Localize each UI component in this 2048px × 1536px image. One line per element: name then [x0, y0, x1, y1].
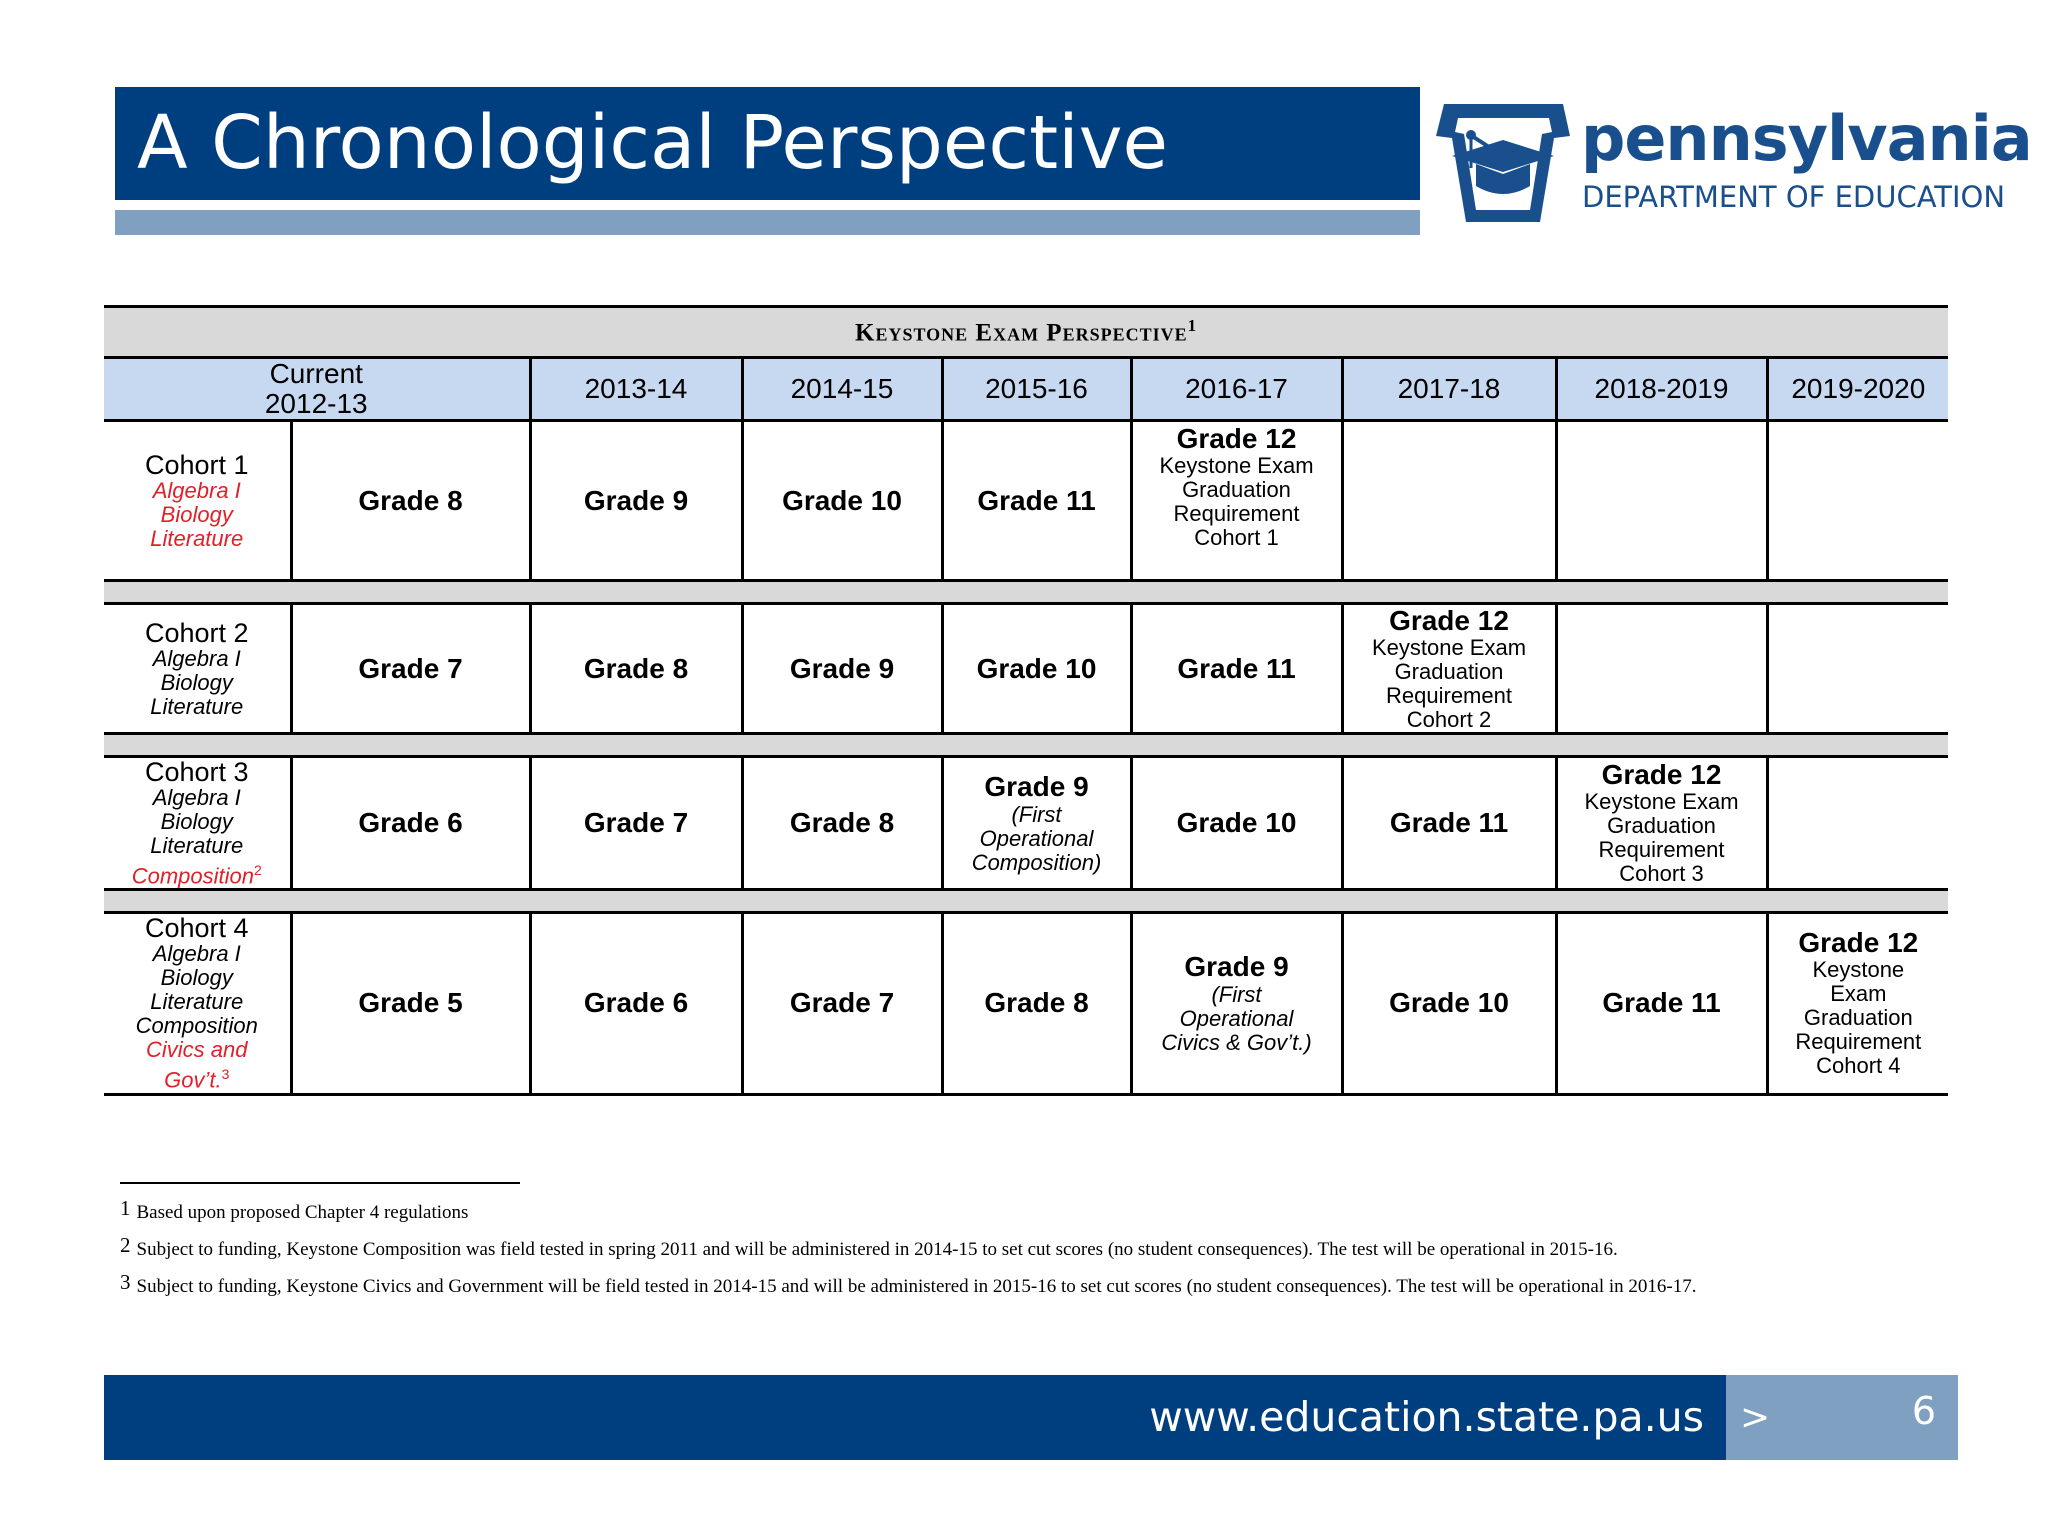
grade-cell: Grade 11 [1556, 913, 1767, 1094]
empty-cell [1342, 421, 1556, 581]
graduation-requirement-cell: Grade 12 Keystone Exam Graduation Requirement Cohort 2 [1342, 604, 1556, 734]
header-2019-2020: 2019-2020 [1767, 358, 1948, 421]
logo-subtitle: DEPARTMENT OF EDUCATION [1582, 180, 2006, 214]
grade-cell: Grade 7 [291, 604, 530, 734]
row-separator [104, 734, 1948, 757]
grade-cell: Grade 8 [530, 604, 742, 734]
table-row-cohort-4 [104, 913, 1948, 1094]
grade-cell: Grade 11 [1342, 757, 1556, 890]
grade-cell: Grade 8 [942, 913, 1131, 1094]
keystone-table [104, 305, 1948, 1096]
grade-cell: Grade 9 [742, 604, 942, 734]
footer-bar [104, 1375, 1726, 1460]
pde-logo [1436, 96, 2032, 236]
footnote-3: 3 Subject to funding, Keystone Civics and Government will be field tested in 2014-15 and will be administered in 2015-16 to set cut scores (no student consequences). The test will be operational in 2016-17. [120, 1270, 1697, 1297]
footer-url-link[interactable]: www.education.state.pa.us [1149, 1393, 1704, 1441]
cohort-cell: Cohort 3 Algebra I Biology Literature Composition$^2$ [104, 757, 291, 890]
row-separator [104, 890, 1948, 913]
graduation-requirement-cell: Grade 12 Keystone Exam Graduation Requirement Cohort 4 [1767, 913, 1948, 1094]
grade-cell: Grade 7 [742, 913, 942, 1094]
row-separator [104, 581, 1948, 604]
title-underbar [115, 210, 1420, 235]
header-2016-17: 2016-17 [1131, 358, 1342, 421]
header-2015-16: 2015-16 [942, 358, 1131, 421]
grade-cell: Grade 10 [1131, 757, 1342, 890]
grade-cell: Grade 10 [942, 604, 1131, 734]
grade-cell: Grade 9 [530, 421, 742, 581]
empty-cell [1556, 421, 1767, 581]
header-2018-2019: 2018-2019 [1556, 358, 1767, 421]
grade-cell: Grade 10 [742, 421, 942, 581]
grade-cell: Grade 5 [291, 913, 530, 1094]
grade-cell: Grade 8 [742, 757, 942, 890]
table-header-row [104, 358, 1948, 421]
grade-cell: Grade 11 [1131, 604, 1342, 734]
footnote-1: 1 Based upon proposed Chapter 4 regulations [120, 1196, 469, 1223]
keystone-exam-table [104, 305, 1948, 1096]
table-row-cohort-3 [104, 757, 1948, 890]
page-number: 6 [1911, 1389, 1936, 1433]
table-caption: Keystone Exam Perspective$^1$ [104, 307, 1948, 358]
page-title: A Chronological Perspective [137, 100, 1169, 186]
table-caption-row [104, 307, 1948, 358]
empty-cell [1556, 604, 1767, 734]
empty-cell [1767, 757, 1948, 890]
graduation-requirement-cell: Grade 12 Keystone Exam Graduation Requirement Cohort 1 [1131, 421, 1342, 581]
title-bar [115, 87, 1420, 200]
keystone-graduation-cap-icon [1436, 98, 1571, 230]
next-arrow-icon[interactable]: > [1740, 1397, 1771, 1438]
grade-cell: Grade 8 [291, 421, 530, 581]
first-operational-cell: Grade 9 (First Operational Composition) [942, 757, 1131, 890]
footnotes [120, 1197, 1910, 1308]
cohort-cell: Cohort 2 Algebra I Biology Literature [104, 604, 291, 734]
grade-cell: Grade 7 [530, 757, 742, 890]
empty-cell [1767, 604, 1948, 734]
grade-cell: Grade 11 [942, 421, 1131, 581]
footer-page-panel [1726, 1375, 1958, 1460]
header-2014-15: 2014-15 [742, 358, 942, 421]
header-2017-18: 2017-18 [1342, 358, 1556, 421]
header-current: Current 2012-13 [104, 358, 530, 421]
grade-cell: Grade 6 [530, 913, 742, 1094]
graduation-requirement-cell: Grade 12 Keystone Exam Graduation Requirement Cohort 3 [1556, 757, 1767, 890]
first-operational-cell: Grade 9 (First Operational Civics & Gov’t.) [1131, 913, 1342, 1094]
header-2013-14: 2013-14 [530, 358, 742, 421]
grade-cell: Grade 6 [291, 757, 530, 890]
cohort-cell: Cohort 4 Algebra I Biology Literature Composition Civics and Gov’t.$^3$ [104, 913, 291, 1094]
footnote-2: 2 Subject to funding, Keystone Composition was field tested in spring 2011 and will be administered in 2014-15 to set cut scores (no student consequences). The test will be operational in 2015-16. [120, 1233, 1618, 1260]
logo-wordmark: pennsylvania [1581, 102, 2032, 175]
empty-cell [1767, 421, 1948, 581]
footnote-divider [120, 1182, 520, 1184]
table-row-cohort-1 [104, 421, 1948, 581]
cohort-cell: Cohort 1 Algebra I Biology Literature [104, 421, 291, 581]
table-row-cohort-2 [104, 604, 1948, 734]
grade-cell: Grade 10 [1342, 913, 1556, 1094]
